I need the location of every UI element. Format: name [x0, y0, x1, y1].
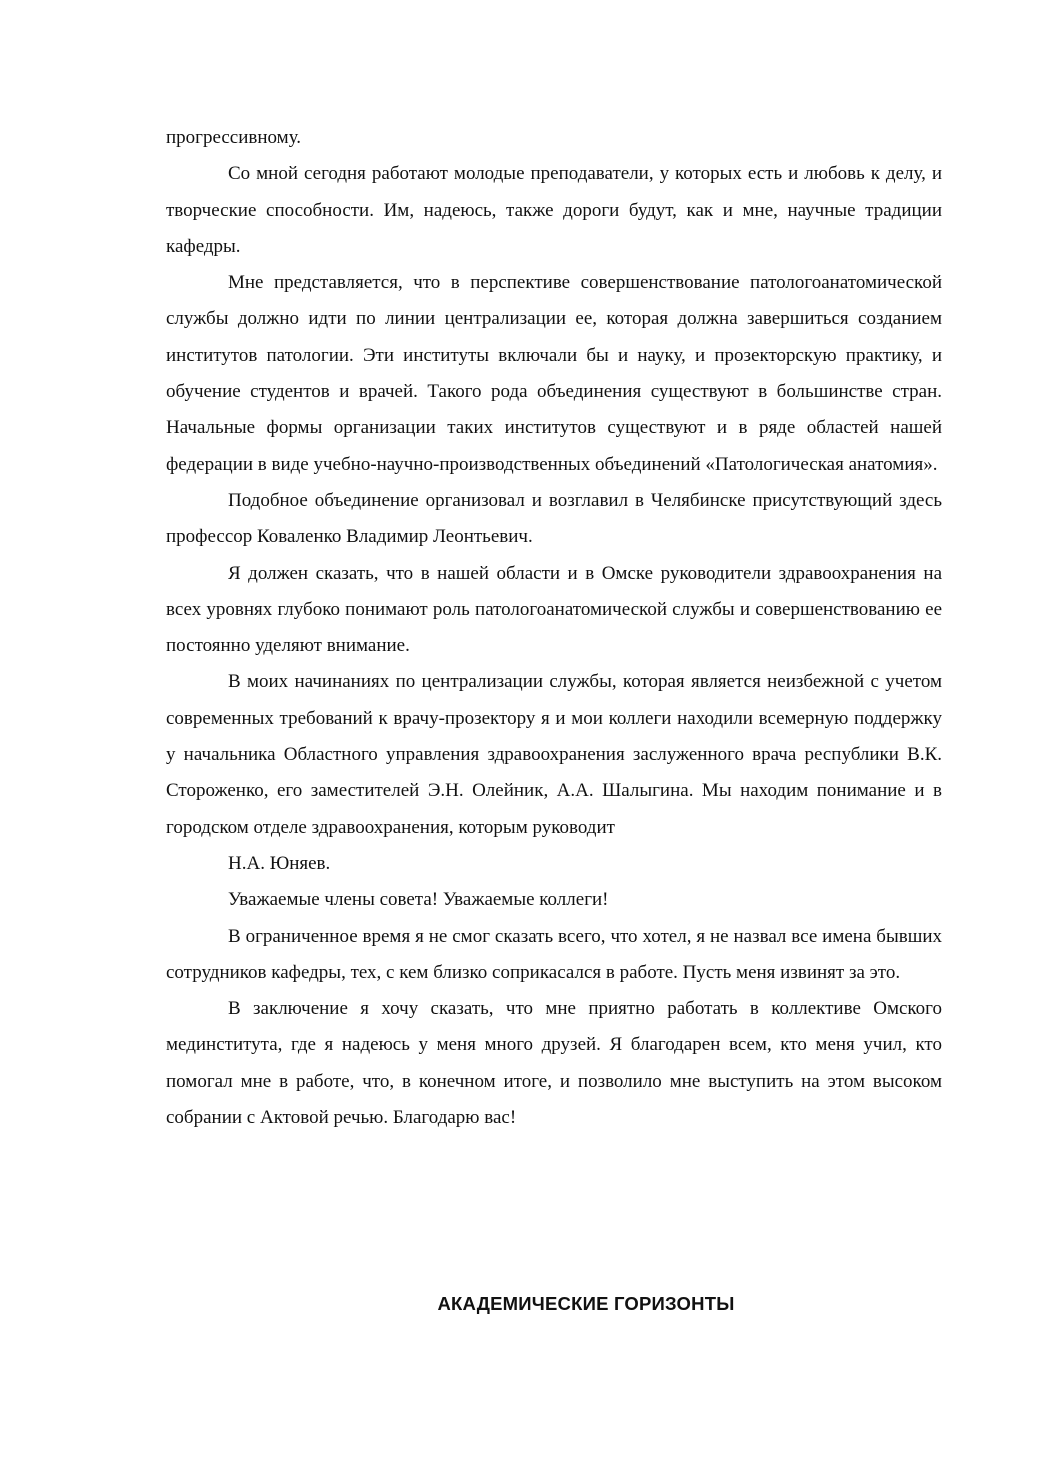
paragraph-1: прогрессивному.	[166, 127, 302, 148]
section-heading: АКАДЕМИЧЕСКИЕ ГОРИЗОНТЫ	[437, 1293, 735, 1314]
paragraph-5: Я должен сказать, что в нашей области и в Омске руководители здравоохранения на всех уровнях глубоко понимают роль патологоанатомической службы и совершенствованию ее постоянно уделяют внимание.	[166, 562, 942, 657]
paragraph-7: Н.А. Юняев.	[228, 852, 331, 874]
paragraph-4: Подобное объединение организовал и возглавил в Челябинске присутствующий здесь профессор Коваленко Владимир Леонтьевич.	[166, 489, 942, 548]
paragraph-2: Со мной сегодня работают молодые преподаватели, у которых есть и любовь к делу, и творческие способности. Им, надеюсь, также дороги будут, как и мне, научные традиции кафедры.	[166, 163, 942, 257]
paragraph-9: В ограниченное время я не смог сказать всего, что хотел, я не назвал все имена бывших сотрудников кафедры, тех, с кем близко соприкасался в работе. Пусть меня извинят за это.	[166, 925, 942, 983]
paragraph-10: В заключение я хочу сказать, что мне приятно работать в коллективе Омского мединститута, где я надеюсь у меня много друзей. Я благодарен всем, кто меня учил, кто помогал мне в работе, что, в конечном итоге, и позволило мне выступить на этом высоком собрании с Актовой речью. Благодарю вас!	[166, 998, 942, 1129]
paragraph-6: В моих начинаниях по централизации службы, которая является неизбежной с учетом современных требований к врачу-прозектору я и мои коллеги находили всемерную поддержку у начальника Областного управления здравоохранения заслуженного врача республики В.К. Стороженко, его заместителей Э.Н. Олейник, А.А. Шалыгина. Мы находим понимание и в городском отделе здравоохранения, которым руководит	[166, 671, 942, 838]
paragraph-8: Уважаемые члены совета! Уважаемые коллеги!	[228, 889, 609, 911]
paragraph-3: Мне представляется, что в перспективе совершенствование патологоанатомической службы должно идти по линии централизации ее, которая должна завершиться созданием институтов патологии. Эти институты включали бы и науку, и прозекторскую практику, и обучение студентов и врачей. Такого рода объединения существуют в большинстве стран. Начальные формы организации таких институтов существуют и в ряде областей нашей федерации в виде учебно-научно-производственных объединений «Патологическая анатомия».	[166, 272, 942, 475]
body-text	[166, 120, 942, 1136]
